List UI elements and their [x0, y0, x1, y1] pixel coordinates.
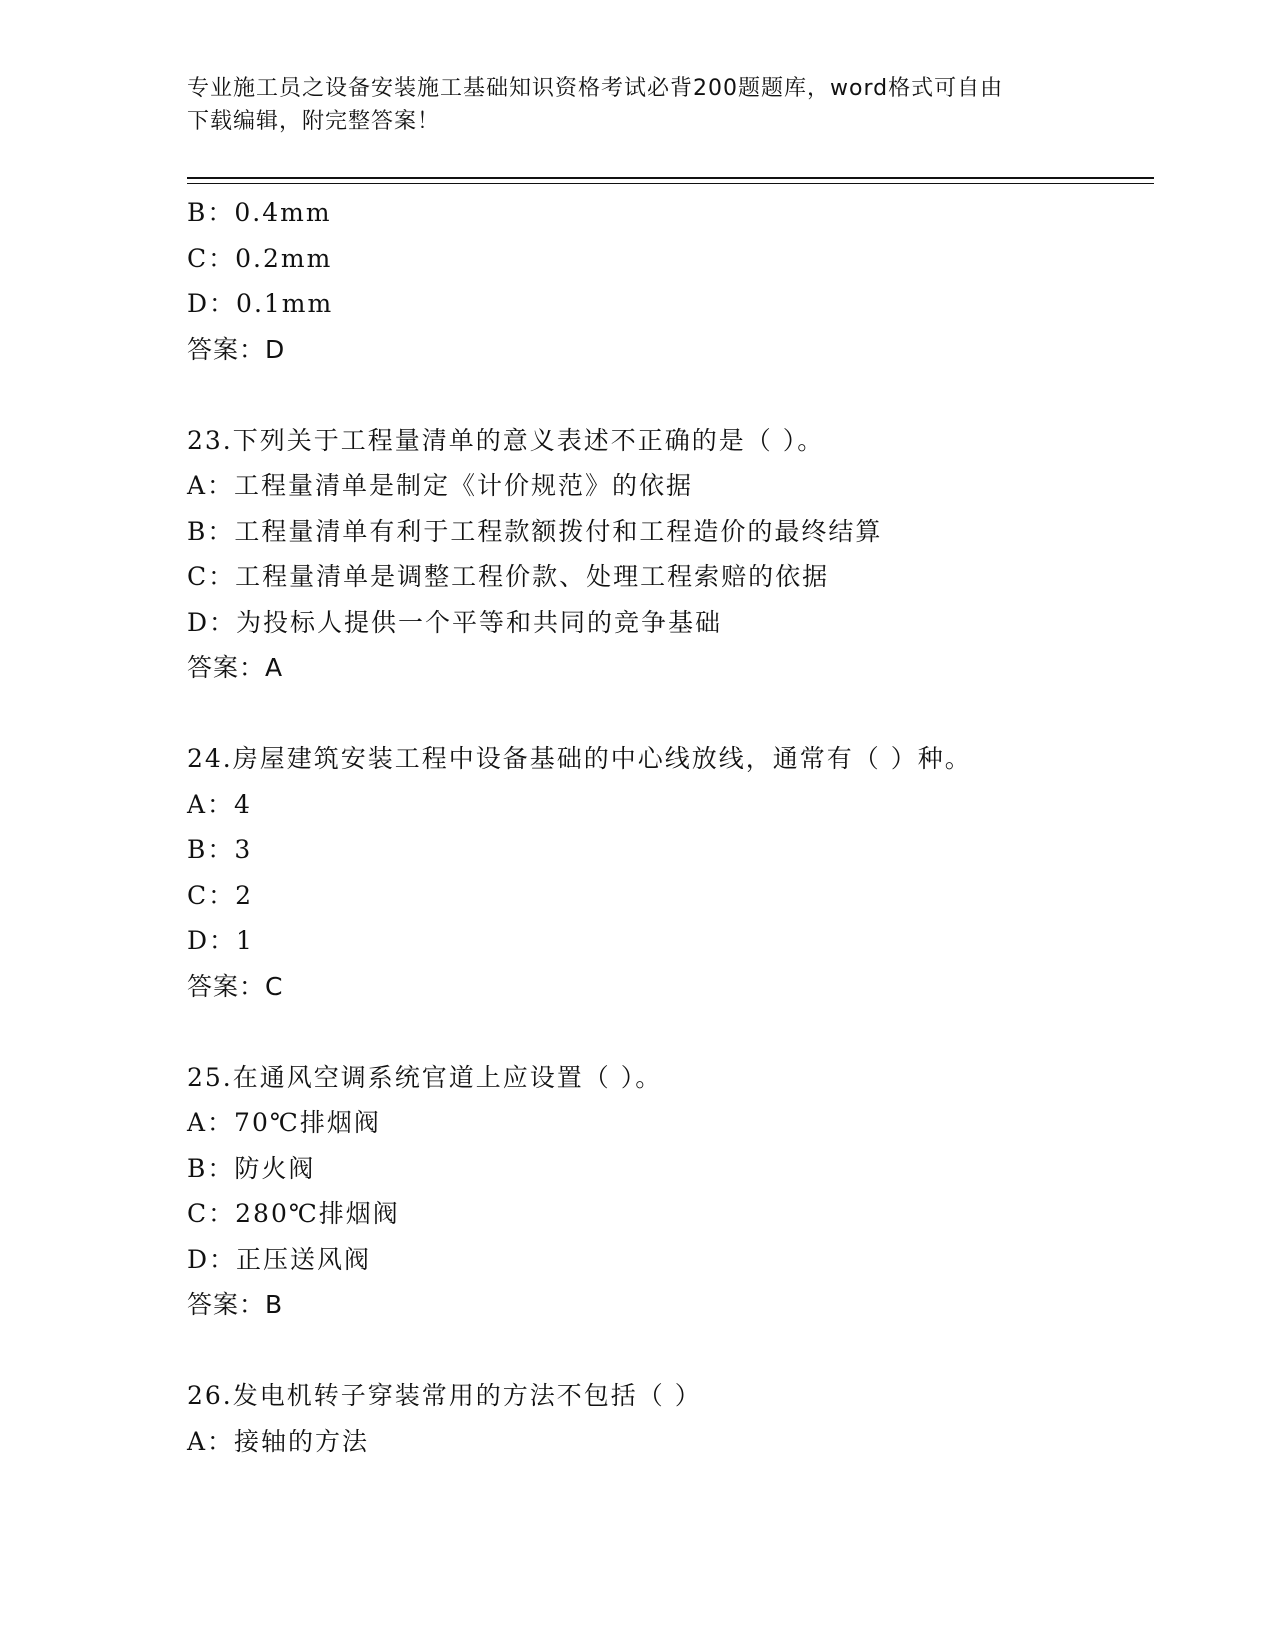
option-line: C：0.2mm	[187, 243, 333, 273]
question-list	[187, 190, 1167, 1464]
header-line-1: 专业施工员之设备安装施工基础知识资格考试必背200题题库，word格式可自由	[187, 76, 1004, 101]
question-stem: 26.发电机转子穿装常用的方法不包括（ ）	[187, 1381, 702, 1410]
question-stem: 23.下列关于工程量清单的意义表述不正确的是（ ）。	[187, 425, 825, 455]
answer-line: 答案：C	[187, 971, 284, 1001]
header-rule-thick	[187, 177, 1154, 179]
option-line: C：280℃排烟阀	[187, 1199, 400, 1228]
question-stem: 25.在通风空调系统官道上应设置（ ）。	[187, 1062, 663, 1092]
option-line: A：70℃排烟阀	[187, 1108, 381, 1137]
option-line: D：正压送风阀	[187, 1244, 372, 1274]
option-line: B：防火阀	[187, 1153, 316, 1183]
answer-line: 答案：B	[187, 1290, 284, 1319]
question-24	[187, 736, 1167, 1009]
header-rule-thin	[187, 183, 1154, 184]
question-25	[187, 1055, 1167, 1328]
question-22-continued	[187, 190, 1167, 372]
option-line: D：0.1mm	[187, 289, 334, 318]
question-23	[187, 418, 1167, 691]
option-line: A：接轴的方法	[187, 1426, 370, 1456]
header-line-2: 下载编辑，附完整答案！	[187, 109, 441, 134]
option-line: B：0.4mm	[187, 198, 332, 227]
option-line: B：3	[187, 835, 253, 864]
question-26	[187, 1373, 1167, 1464]
option-line: D：1	[187, 926, 254, 955]
answer-line: 答案：A	[187, 653, 284, 682]
question-stem: 24.房屋建筑安装工程中设备基础的中心线放线，通常有（ ）种。	[187, 744, 972, 773]
option-line: B：工程量清单有利于工程款额拨付和工程造价的最终结算	[187, 516, 883, 546]
option-line: A：4	[187, 789, 252, 819]
option-line: C：2	[187, 880, 254, 910]
option-line: A：工程量清单是制定《计价规范》的依据	[187, 471, 694, 500]
answer-line: 答案：D	[187, 334, 286, 364]
option-line: C：工程量清单是调整工程价款、处理工程索赔的依据	[187, 562, 830, 591]
document-header	[187, 72, 1067, 138]
option-line: D：为投标人提供一个平等和共同的竞争基础	[187, 607, 723, 637]
